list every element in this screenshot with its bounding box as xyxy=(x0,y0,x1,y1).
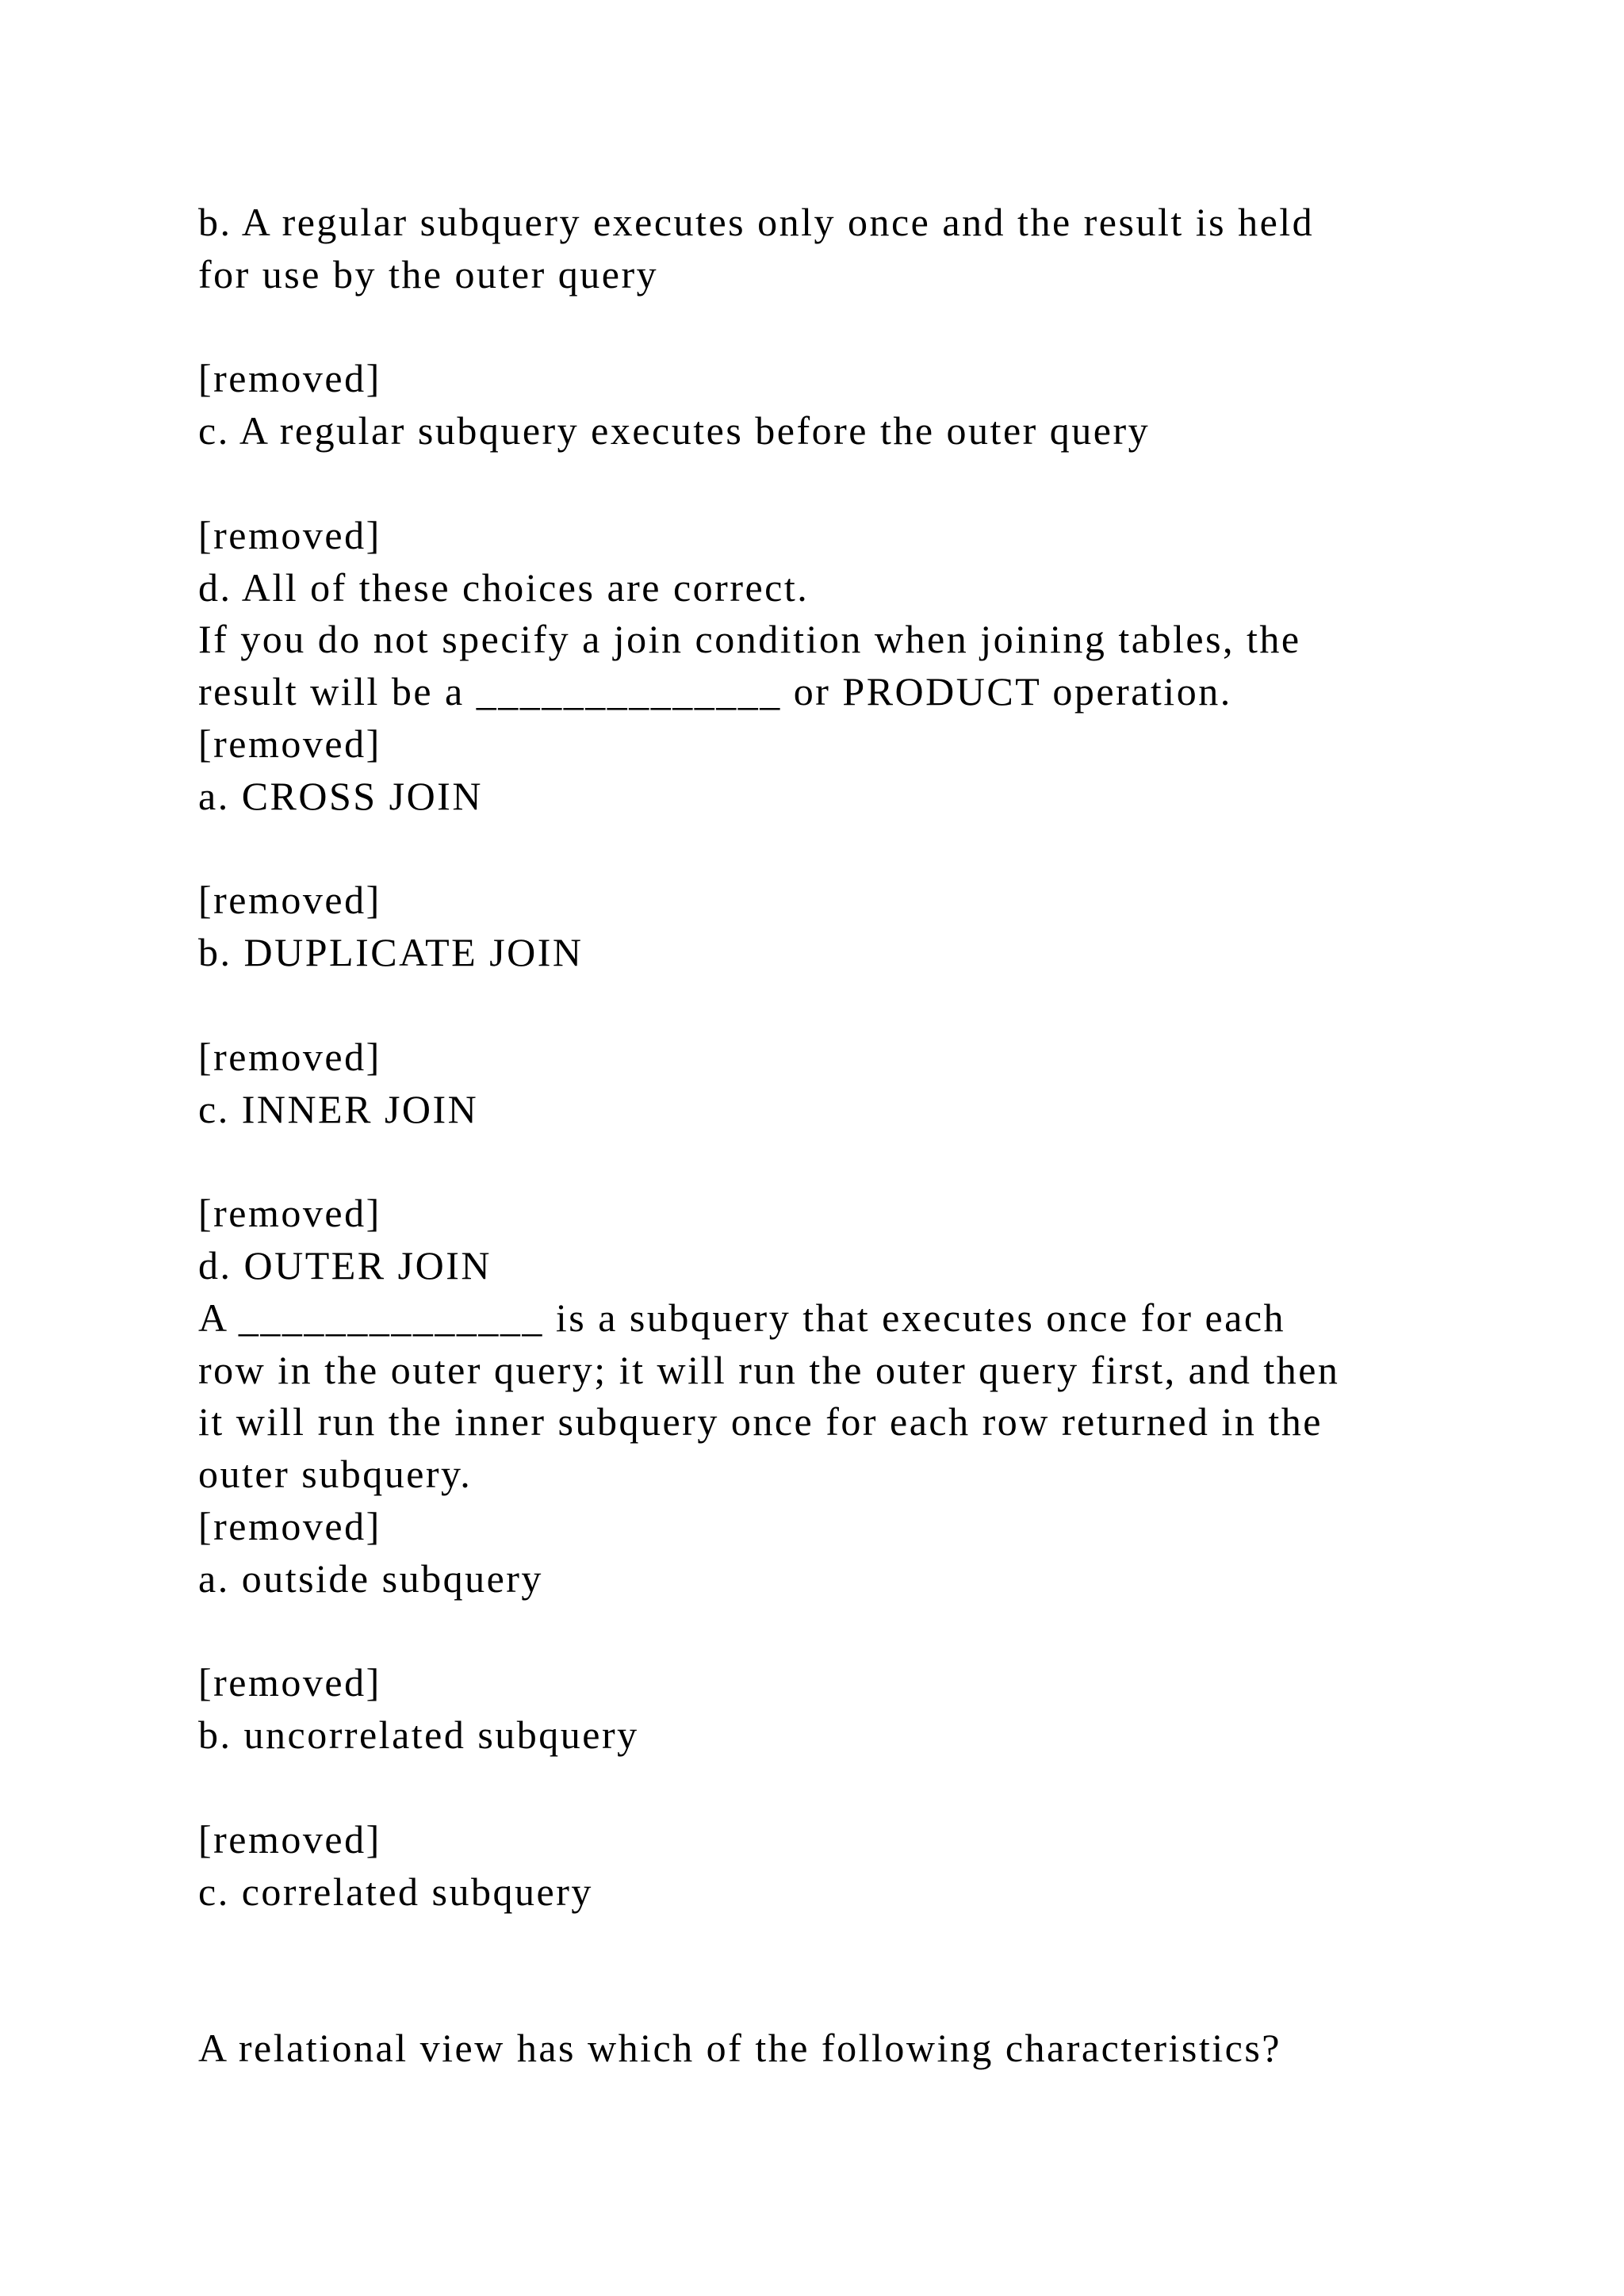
blank-line xyxy=(198,1918,1499,2022)
removed-marker: [removed] xyxy=(198,1816,381,1862)
blank-line xyxy=(198,457,1499,510)
blank-line xyxy=(198,1605,1499,1658)
answer-option: c. INNER JOIN xyxy=(198,1086,479,1131)
removed-marker: [removed] xyxy=(198,721,381,766)
answer-option: c. correlated subquery xyxy=(198,1869,593,1914)
blank-line xyxy=(198,1135,1499,1188)
question-text: it will run the inner subquery once for each row returned in the xyxy=(198,1399,1323,1445)
answer-option: a. outside subquery xyxy=(198,1556,543,1601)
answer-option: d. OUTER JOIN xyxy=(198,1242,492,1288)
question-text: A ______________ is a subquery that executes once for each xyxy=(198,1295,1286,1340)
removed-marker: [removed] xyxy=(198,512,381,557)
text-line: d. All of these choices are correct. xyxy=(198,564,810,610)
blank-line xyxy=(198,1762,1499,1814)
answer-option: a. CROSS JOIN xyxy=(198,773,483,818)
question-text: A relational view has which of the following characteristics? xyxy=(198,2025,1281,2070)
document-body xyxy=(198,197,1499,2075)
blank-line xyxy=(198,301,1499,354)
question-text: row in the outer query; it will run the outer query first, and then xyxy=(198,1347,1340,1392)
question-text: result will be a ______________ or PRODUCT operation. xyxy=(198,669,1232,714)
removed-marker: [removed] xyxy=(198,1660,381,1705)
answer-option: b. DUPLICATE JOIN xyxy=(198,930,584,975)
removed-marker: [removed] xyxy=(198,1191,381,1236)
removed-marker: [removed] xyxy=(198,1503,381,1548)
text-line: b. A regular subquery executes only once and the result is held xyxy=(198,200,1315,244)
removed-marker: [removed] xyxy=(198,356,381,401)
question-text: If you do not specify a join condition when joining tables, the xyxy=(198,617,1301,662)
blank-line xyxy=(198,979,1499,1031)
text-line: for use by the outer query xyxy=(198,251,659,297)
text-line: c. A regular subquery executes before the outer query xyxy=(198,408,1151,453)
blank-line xyxy=(198,823,1499,875)
removed-marker: [removed] xyxy=(198,1034,381,1079)
answer-option: b. uncorrelated subquery xyxy=(198,1712,639,1758)
removed-marker: [removed] xyxy=(198,878,381,923)
question-text: outer subquery. xyxy=(198,1452,473,1497)
